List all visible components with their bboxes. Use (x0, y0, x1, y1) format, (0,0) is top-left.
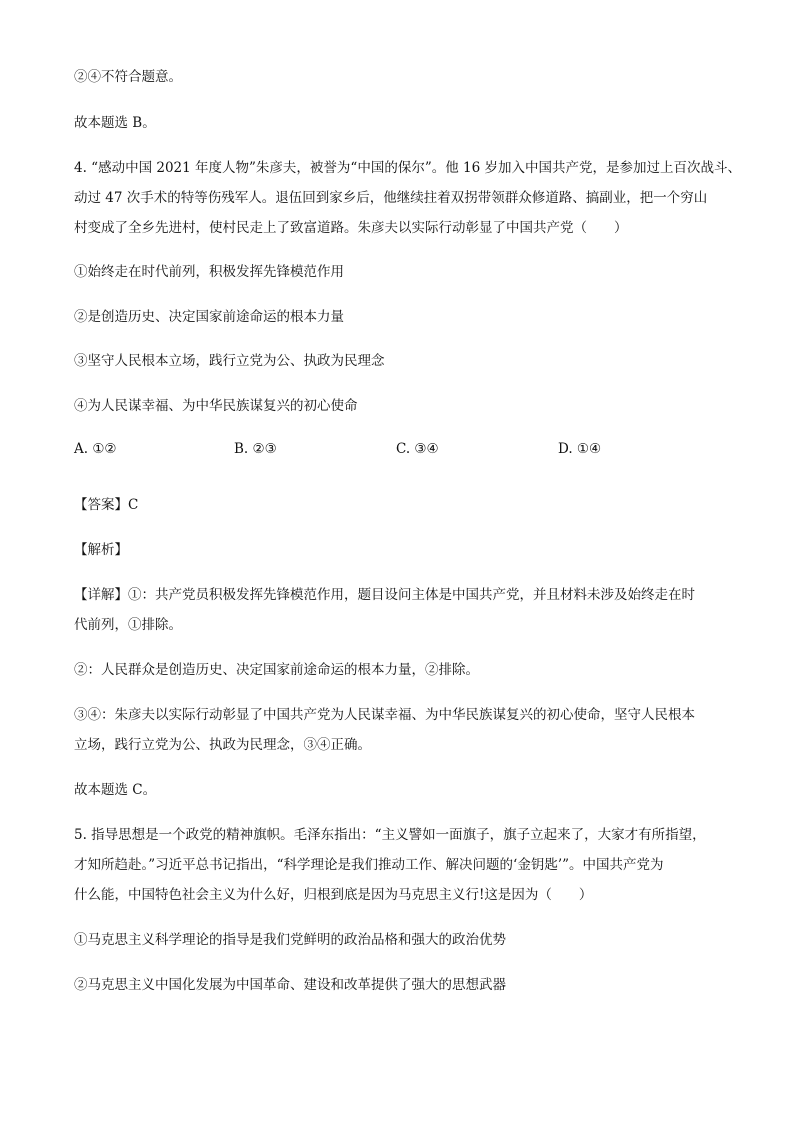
q4-detail-line-1: 【详解】①：共产党员积极发挥先锋模范作用，题目设问主体是中国共产党，并且材料未涉及始终走在时 (74, 587, 695, 603)
q4-detail-line-4: ③④：朱彦夫以实际行动彰显了中国共产党为人民谋幸福、为中华民族谋复兴的初心使命，坚守人民根本 (74, 707, 695, 723)
q4-answer: 【答案】C (74, 497, 139, 513)
q5-statement-1: ①马克思主义科学理论的指导是我们党鲜明的政治品格和强大的政治优势 (74, 932, 506, 948)
q5-stem-line-3: 什么能，中国特色社会主义为什么好，归根到底是因为马克思主义行!这是因为（ ） (74, 887, 593, 903)
q4-conclusion: 故本题选 C。 (74, 782, 157, 798)
q4-option-c: C. ③④ (396, 441, 439, 457)
q4-statement-2: ②是创造历史、决定国家前途命运的根本力量 (74, 309, 344, 325)
q5-stem-line-1: 5. 指导思想是一个政党的精神旗帜。毛泽东指出：“主义譬如一面旗子，旗子立起来了，大家才有所指望， (74, 827, 706, 843)
q5-stem-line-2: 才知所趋赴。”习近平总书记指出，“科学理论是我们推动工作、解决问题的‘金钥匙’”。中国共产党为 (74, 857, 664, 873)
q4-analysis-label: 【解析】 (74, 542, 128, 558)
q4-statement-4: ④为人民谋幸福、为中华民族谋复兴的初心使命 (74, 398, 358, 414)
q4-statement-3: ③坚守人民根本立场，践行立党为公、执政为民理念 (74, 353, 385, 369)
q4-option-a: A. ①② (74, 441, 117, 457)
q3-tail: ②④不符合题意。 (74, 69, 182, 85)
q4-detail-line-5: 立场，践行立党为公、执政为民理念，③④正确。 (74, 737, 371, 753)
q4-stem-line-2: 动过 47 次手术的特等伤残军人。退伍回到家乡后，他继续拄着双拐带领群众修道路、搞副业，把一个穷山 (74, 190, 708, 206)
q4-detail-line-2: 代前列，①排除。 (74, 617, 182, 633)
q5-statement-2: ②马克思主义中国化发展为中国革命、建设和改革提供了强大的思想武器 (74, 977, 506, 993)
q4-detail-line-3: ②：人民群众是创造历史、决定国家前途命运的根本力量，②排除。 (74, 662, 479, 678)
q4-stem-line-1: 4. “感动中国 2021 年度人物”朱彦夫，被誉为“中国的保尔”。他 16 岁加入中国共产党，是参加过上百次战斗、 (74, 160, 741, 176)
q3-conclusion: 故本题选 B。 (74, 115, 156, 131)
q4-stem-line-3: 村变成了全乡先进村，使村民走上了致富道路。朱彦夫以实际行动彰显了中国共产党（ ） (74, 220, 628, 236)
q4-statement-1: ①始终走在时代前列，积极发挥先锋模范作用 (74, 264, 344, 280)
q4-options (74, 441, 634, 461)
q4-option-b: B. ②③ (234, 441, 277, 457)
q4-option-d: D. ①④ (558, 441, 602, 457)
